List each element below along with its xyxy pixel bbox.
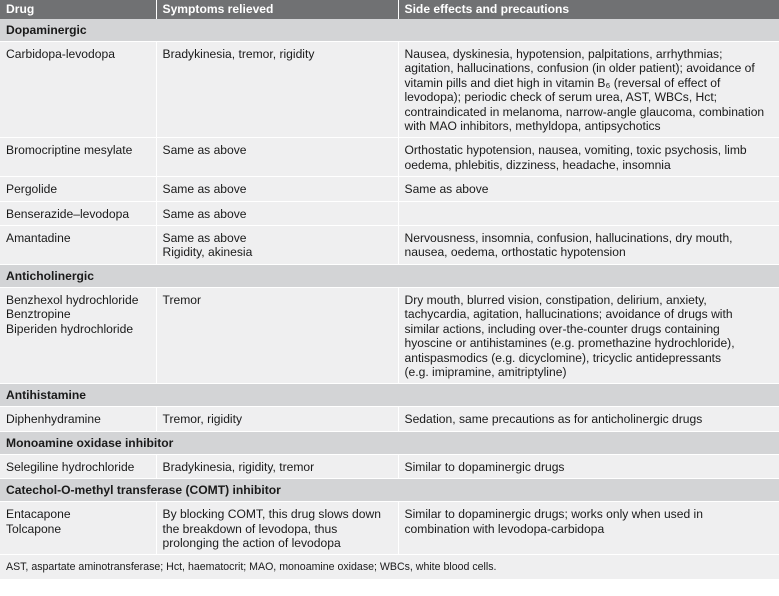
symptoms-cell — [156, 177, 398, 201]
drug-cell — [0, 177, 156, 201]
header-symptoms: Symptoms relieved — [156, 0, 398, 19]
cell-line: Nausea, dyskinesia, hypotension, palpitations, arrhythmias; — [404, 47, 723, 61]
side-effects-cell — [398, 454, 779, 478]
section-row — [0, 19, 779, 42]
cell-line: Rigidity, akinesia — [162, 245, 253, 260]
cell-line: hyoscine or antihistamines (e.g. promethazine hydrochloride), — [404, 336, 735, 351]
cell-line: prolonging the action of levodopa — [162, 535, 341, 550]
cell-line: Entacapone — [6, 507, 71, 522]
symptoms-cell — [156, 407, 398, 431]
cell-line: Benserazide–levodopa — [6, 206, 130, 221]
cell-line: Selegiline hydrochloride — [6, 459, 135, 474]
table-row — [0, 407, 779, 431]
cell-line: Bradykinesia, rigidity, tremor — [162, 459, 315, 474]
section-title: Catechol-O-methyl transferase (COMT) inhibitor — [0, 479, 779, 502]
symptoms-cell — [156, 226, 398, 265]
footnote: AST, aspartate aminotransferase; Hct, haematocrit; MAO, monoamine oxidase; WBCs, white blood cells. — [0, 555, 779, 579]
cell-line: vitamin pills and diet high in vitamin B₆ (reversal of effect of — [404, 75, 721, 90]
cell-line: Same as above — [404, 182, 489, 197]
cell-line: Diphenhydramine — [6, 412, 101, 427]
cell-line: antispasmodics (e.g. dicyclomine), tricyclic antidepressants — [404, 350, 722, 365]
table-row — [0, 201, 779, 225]
section-row — [0, 479, 779, 502]
table-row — [0, 287, 779, 383]
table-row — [0, 454, 779, 478]
cell-line: similar actions, including over-the-counter drugs containing — [404, 321, 720, 336]
drug-cell — [0, 42, 156, 138]
drug-cell — [0, 287, 156, 383]
cell-line: (e.g. imipramine, amitriptyline) — [404, 364, 567, 379]
cell-line: Similar to dopaminergic drugs — [404, 459, 565, 474]
cell-line: Nervousness, insomnia, confusion, hallucinations, dry mouth, — [404, 231, 733, 246]
side-effects-cell — [398, 407, 779, 431]
cell-line: Same as above — [162, 143, 247, 158]
cell-line: Tolcapone — [6, 521, 62, 536]
symptoms-cell — [156, 201, 398, 225]
drug-cell — [0, 407, 156, 431]
cell-line: Same as above — [162, 231, 247, 246]
section-title: Dopaminergic — [0, 19, 779, 42]
table-row — [0, 502, 779, 555]
drug-cell — [0, 138, 156, 177]
side-effects-cell — [398, 138, 779, 177]
cell-line: Benzhexol hydrochloride — [6, 292, 139, 307]
cell-line: Same as above — [162, 182, 247, 197]
cell-line: levodopa); periodic check of serum urea, AST, WBCs, Hct; — [404, 90, 718, 105]
cell-line: the breakdown of levodopa, thus — [162, 521, 338, 536]
symptoms-cell — [156, 138, 398, 177]
table-row — [0, 226, 779, 265]
cell-line: Orthostatic hypotension, nausea, vomiting, toxic psychosis, limb — [404, 143, 747, 158]
side-effects-cell — [398, 177, 779, 201]
cell-line: Bradykinesia, tremor, rigidity — [162, 47, 315, 61]
cell-line: contraindicated in melanoma, narrow-angle glaucoma, combination — [404, 104, 765, 119]
cell-line: Tremor, rigidity — [162, 412, 243, 427]
cell-line: combination with levodopa-carbidopa — [404, 521, 605, 536]
drug-cell — [0, 201, 156, 225]
symptoms-cell — [156, 502, 398, 555]
drug-cell — [0, 454, 156, 478]
cell-line: Tremor — [162, 292, 202, 307]
side-effects-cell — [398, 287, 779, 383]
table-row — [0, 42, 779, 138]
section-row — [0, 384, 779, 407]
symptoms-cell — [156, 454, 398, 478]
section-title: Antihistamine — [0, 384, 779, 407]
header-side-effects: Side effects and precautions — [398, 0, 779, 19]
cell-line: Carbidopa-levodopa — [6, 47, 115, 61]
cell-line: nausea, oedema, orthostatic hypotension — [404, 245, 626, 260]
section-row — [0, 431, 779, 454]
side-effects-cell — [398, 502, 779, 555]
cell-line: Benztropine — [6, 307, 71, 322]
side-effects-cell — [398, 201, 779, 225]
cell-line: agitation, hallucinations, confusion (in older patient); avoidance of — [404, 61, 755, 76]
section-row — [0, 264, 779, 287]
section-title: Monoamine oxidase inhibitor — [0, 431, 779, 454]
symptoms-cell — [156, 42, 398, 138]
cell-line: with MAO inhibitors, methyldopa, antipsychotics — [404, 119, 661, 134]
drug-cell — [0, 226, 156, 265]
side-effects-cell — [398, 42, 779, 138]
cell-line: Pergolide — [6, 182, 58, 197]
header-drug: Drug — [0, 0, 156, 19]
table-row — [0, 177, 779, 201]
table-body — [0, 19, 779, 555]
symptoms-cell — [156, 287, 398, 383]
cell-line: Biperiden hydrochloride — [6, 321, 134, 336]
cell-line: Same as above — [162, 206, 247, 221]
side-effects-cell — [398, 226, 779, 265]
cell-line: Sedation, same precautions as for anticholinergic drugs — [404, 412, 703, 427]
cell-line: oedema, phlebitis, dizziness, headache, insomnia — [404, 157, 671, 172]
cell-line: Bromocriptine mesylate — [6, 143, 133, 158]
table-row — [0, 138, 779, 177]
cell-line: Amantadine — [6, 231, 71, 246]
cell-line: By blocking COMT, this drug slows down — [162, 507, 381, 522]
cell-line: Dry mouth, blurred vision, constipation, delirium, anxiety, — [404, 292, 707, 307]
section-title: Anticholinergic — [0, 264, 779, 287]
drug-cell — [0, 502, 156, 555]
cell-line: tachycardia, agitation, hallucinations; avoidance of drugs with — [404, 307, 733, 322]
cell-line: Similar to dopaminergic drugs; works only when used in — [404, 507, 703, 522]
table-header — [0, 0, 779, 19]
